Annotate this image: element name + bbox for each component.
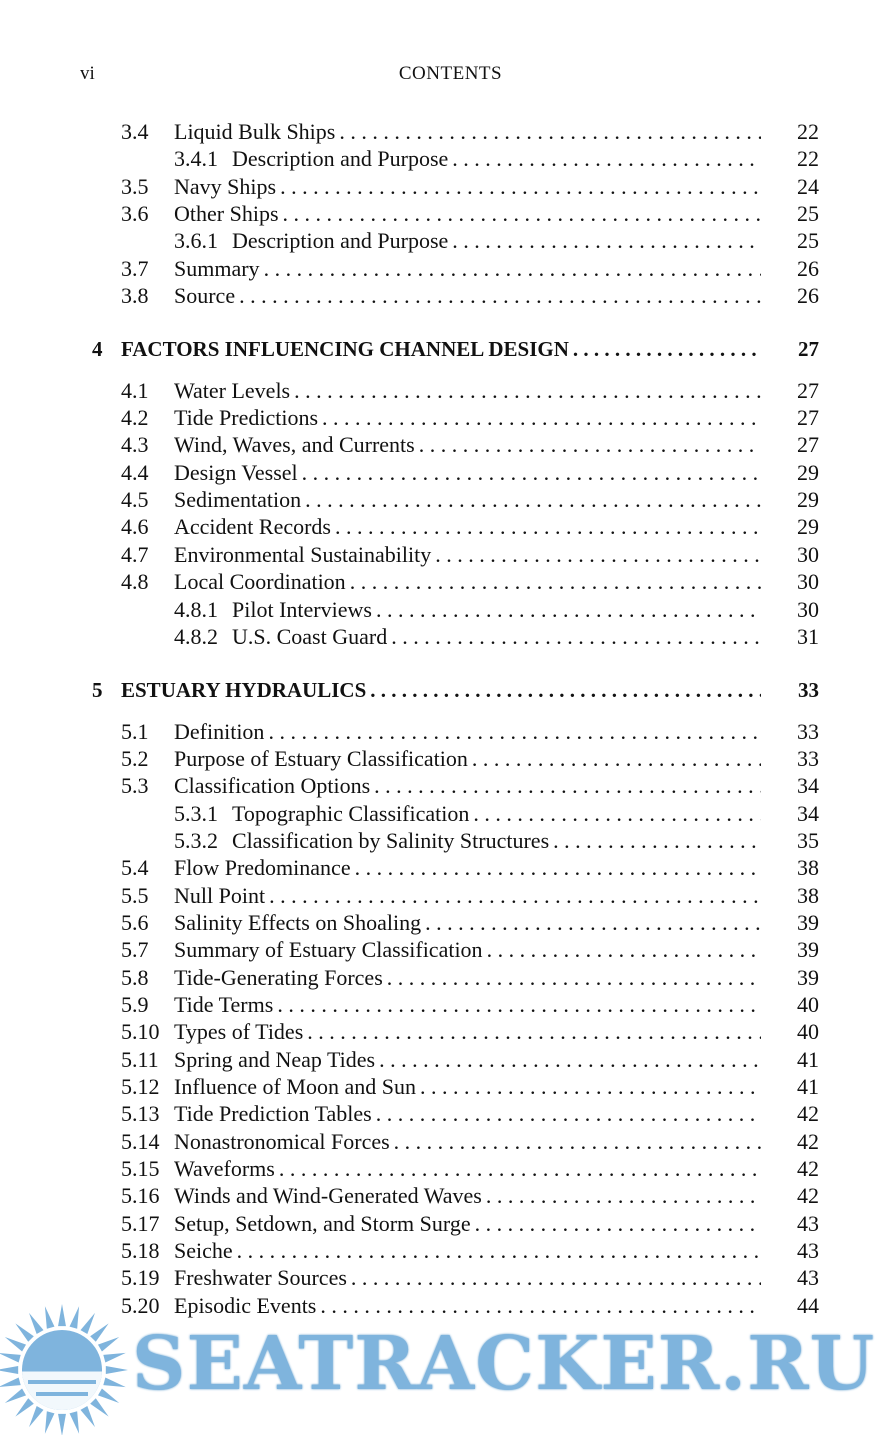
dot-leader bbox=[573, 336, 761, 363]
entry-number: 5.20 bbox=[121, 1292, 160, 1318]
entry-number: 4.2 bbox=[121, 405, 149, 431]
watermark-text: SEATRACKER.RU bbox=[132, 1321, 876, 1407]
sun-ray bbox=[45, 1411, 55, 1433]
entry-leader bbox=[174, 964, 761, 991]
sun-ray bbox=[5, 1337, 26, 1352]
entry-title: ESTUARY HYDRAULICS bbox=[121, 678, 367, 703]
entry-leader bbox=[174, 936, 761, 963]
entry-page: 40 bbox=[797, 991, 819, 1017]
entry-title: Classification Options bbox=[174, 773, 371, 799]
toc-entry bbox=[0, 745, 891, 772]
toc-entry bbox=[0, 854, 891, 881]
entry-title: Salinity Effects on Shoaling bbox=[174, 909, 422, 935]
entry-title: Water Levels bbox=[174, 377, 291, 403]
dot-leader bbox=[350, 568, 761, 595]
entry-title: Design Vessel bbox=[174, 459, 298, 485]
entry-number: 3.4.1 bbox=[174, 146, 218, 172]
toc-entry bbox=[0, 1128, 891, 1155]
entry-page: 38 bbox=[797, 855, 819, 881]
entry-number: 4.4 bbox=[121, 459, 149, 485]
entry-leader bbox=[174, 854, 761, 881]
dot-leader bbox=[452, 145, 761, 172]
entry-number: 4.8.1 bbox=[174, 596, 218, 622]
toc-entry bbox=[0, 596, 891, 623]
entry-number: 4.8.2 bbox=[174, 623, 218, 649]
dot-leader bbox=[294, 377, 761, 404]
toc-entry bbox=[0, 486, 891, 513]
toc-entry bbox=[0, 1073, 891, 1100]
sun-icon bbox=[0, 1300, 140, 1435]
entry-leader bbox=[174, 377, 761, 404]
entry-page: 34 bbox=[797, 773, 819, 799]
entry-number: 5.16 bbox=[121, 1183, 160, 1209]
entry-title: Summary of Estuary Classification bbox=[174, 937, 483, 963]
entry-number: 3.4 bbox=[121, 119, 149, 144]
sun-ray bbox=[103, 1378, 125, 1388]
entry-leader bbox=[174, 1128, 761, 1155]
dot-leader bbox=[322, 404, 761, 431]
entry-page: 34 bbox=[797, 800, 819, 826]
entry-number: 4.6 bbox=[121, 514, 149, 540]
entry-leader bbox=[174, 255, 761, 282]
dot-leader bbox=[307, 1018, 761, 1045]
entry-leader bbox=[174, 1046, 761, 1073]
toc-entry bbox=[0, 827, 891, 854]
dot-leader bbox=[335, 513, 761, 540]
dot-leader bbox=[391, 623, 761, 650]
entry-number: 5.18 bbox=[121, 1238, 160, 1264]
entry-number: 5.3.1 bbox=[174, 800, 218, 826]
entry-number: 5.14 bbox=[121, 1128, 160, 1154]
dot-leader bbox=[370, 677, 761, 704]
entry-page: 27 bbox=[797, 377, 819, 403]
entry-title: Accident Records bbox=[174, 514, 331, 540]
toc-entry bbox=[0, 964, 891, 991]
toc-entry bbox=[0, 936, 891, 963]
entry-leader bbox=[121, 677, 761, 704]
entry-title: Description and Purpose bbox=[232, 228, 449, 254]
entry-number: 3.8 bbox=[121, 283, 149, 309]
entry-number: 4.8 bbox=[121, 569, 149, 595]
entry-leader bbox=[174, 118, 761, 145]
entry-page: 42 bbox=[797, 1183, 819, 1209]
entry-title: FACTORS INFLUENCING CHANNEL DESIGN bbox=[121, 337, 569, 362]
dot-leader bbox=[268, 718, 761, 745]
entry-title: Source bbox=[174, 283, 236, 309]
entry-page: 22 bbox=[797, 146, 819, 172]
dot-leader bbox=[473, 800, 761, 827]
entry-number: 5.2 bbox=[121, 745, 149, 771]
entry-title: Types of Tides bbox=[174, 1019, 304, 1045]
entry-leader bbox=[232, 827, 761, 854]
entry-page: 33 bbox=[797, 718, 819, 744]
entry-title: Episodic Events bbox=[174, 1292, 317, 1318]
entry-leader bbox=[174, 1264, 761, 1291]
dot-leader bbox=[269, 882, 761, 909]
entry-page: 24 bbox=[797, 173, 819, 199]
toc-entry bbox=[0, 1155, 891, 1182]
entry-title: Purpose of Estuary Classification bbox=[174, 745, 468, 771]
entry-title: Description and Purpose bbox=[232, 146, 449, 172]
dot-leader bbox=[339, 118, 761, 145]
toc-entry bbox=[0, 145, 891, 172]
entry-title: Waveforms bbox=[174, 1156, 275, 1182]
entry-leader bbox=[232, 596, 761, 623]
entry-number: 5.13 bbox=[121, 1101, 160, 1127]
entry-leader bbox=[174, 568, 761, 595]
entry-number: 5.4 bbox=[121, 855, 149, 881]
sun-ray bbox=[15, 1398, 33, 1416]
entry-leader bbox=[232, 800, 761, 827]
entry-title: Tide-Generating Forces bbox=[174, 964, 383, 990]
entry-number: 5.19 bbox=[121, 1265, 160, 1291]
entry-title: Seiche bbox=[174, 1238, 233, 1264]
entry-number: 5.3 bbox=[121, 773, 149, 799]
entry-page: 30 bbox=[797, 569, 819, 595]
entry-leader bbox=[174, 882, 761, 909]
entry-leader bbox=[174, 1237, 761, 1264]
table-of-contents bbox=[0, 118, 891, 1319]
entry-page: 42 bbox=[797, 1156, 819, 1182]
dot-leader bbox=[376, 596, 761, 623]
entry-title: Influence of Moon and Sun bbox=[174, 1074, 416, 1099]
dot-leader bbox=[379, 1046, 761, 1073]
dot-leader bbox=[239, 282, 761, 309]
entry-number: 4.3 bbox=[121, 432, 149, 458]
entry-number: 5.15 bbox=[121, 1156, 160, 1182]
entry-title: Spring and Neap Tides bbox=[174, 1046, 376, 1072]
entry-title: Pilot Interviews bbox=[232, 596, 372, 622]
sun-ray bbox=[80, 1313, 95, 1334]
entry-page: 39 bbox=[797, 909, 819, 935]
toc-entry bbox=[0, 1100, 891, 1127]
entry-page: 35 bbox=[797, 827, 819, 853]
entry-title: Navy Ships bbox=[174, 173, 277, 199]
dot-leader bbox=[355, 854, 761, 881]
entry-page: 38 bbox=[797, 882, 819, 908]
dot-leader bbox=[374, 772, 761, 799]
entry-title: Classification by Salinity Structures bbox=[232, 827, 550, 853]
toc-entry bbox=[0, 513, 891, 540]
entry-page: 26 bbox=[797, 255, 819, 281]
toc-entry bbox=[0, 173, 891, 200]
toc-entry bbox=[0, 800, 891, 827]
toc-entry bbox=[0, 772, 891, 799]
toc-entry bbox=[0, 568, 891, 595]
dot-leader bbox=[475, 1210, 761, 1237]
dot-leader bbox=[237, 1237, 761, 1264]
sun-ray bbox=[106, 1366, 128, 1374]
entry-number: 5.9 bbox=[121, 991, 149, 1017]
entry-number: 3.6.1 bbox=[174, 228, 218, 254]
toc-entry bbox=[0, 1237, 891, 1264]
entry-number: 4 bbox=[92, 337, 103, 362]
entry-number: 5.1 bbox=[121, 718, 149, 744]
entry-number: 5.11 bbox=[121, 1046, 159, 1072]
sun-ray bbox=[0, 1353, 21, 1363]
entry-title: Null Point bbox=[174, 882, 266, 908]
toc-entry bbox=[0, 718, 891, 745]
dot-leader bbox=[277, 991, 761, 1018]
dot-leader bbox=[283, 200, 762, 227]
entry-title: Flow Predominance bbox=[174, 855, 351, 881]
watermark bbox=[0, 1300, 891, 1435]
running-head bbox=[80, 63, 821, 91]
entry-page: 39 bbox=[797, 937, 819, 963]
entry-leader bbox=[174, 1073, 761, 1100]
entry-page: 43 bbox=[797, 1210, 819, 1236]
entry-title: Definition bbox=[174, 718, 265, 744]
entry-page: 27 bbox=[797, 405, 819, 431]
toc-entry bbox=[0, 1182, 891, 1209]
entry-number: 4.5 bbox=[121, 487, 149, 513]
entry-leader bbox=[174, 991, 761, 1018]
dot-leader bbox=[279, 1155, 761, 1182]
dot-leader bbox=[264, 255, 761, 282]
entry-leader bbox=[174, 1155, 761, 1182]
entry-number: 5.8 bbox=[121, 964, 149, 990]
entry-page: 22 bbox=[797, 119, 819, 144]
sun-ray bbox=[70, 1306, 80, 1328]
sun-ray bbox=[80, 1406, 95, 1427]
entry-leader bbox=[174, 173, 761, 200]
entry-title: Local Coordination bbox=[174, 569, 346, 595]
dot-leader bbox=[553, 827, 761, 854]
entry-number: 5.5 bbox=[121, 882, 149, 908]
entry-page: 26 bbox=[797, 283, 819, 309]
entry-page: 41 bbox=[797, 1074, 819, 1099]
entry-number: 4.1 bbox=[121, 377, 149, 403]
entry-page: 43 bbox=[797, 1265, 819, 1291]
dot-leader bbox=[487, 936, 761, 963]
entry-leader bbox=[232, 227, 761, 254]
toc-entry bbox=[0, 459, 891, 486]
entry-leader bbox=[174, 513, 761, 540]
dot-leader bbox=[420, 1073, 761, 1100]
entry-title: U.S. Coast Guard bbox=[232, 623, 388, 649]
entry-page: 27 bbox=[797, 432, 819, 458]
entry-leader bbox=[174, 541, 761, 568]
toc-entry bbox=[0, 404, 891, 431]
sun-ray bbox=[29, 1313, 44, 1334]
toc-entry bbox=[0, 118, 891, 145]
entry-number: 5.17 bbox=[121, 1210, 160, 1236]
sun-ray bbox=[15, 1323, 33, 1341]
sun-ray bbox=[98, 1388, 119, 1403]
entry-leader bbox=[232, 623, 761, 650]
sun-ray bbox=[58, 1414, 66, 1435]
dot-leader bbox=[425, 909, 761, 936]
entry-page: 33 bbox=[798, 678, 819, 703]
entry-title: Summary bbox=[174, 255, 260, 281]
entry-page: 25 bbox=[797, 228, 819, 254]
toc-entry bbox=[0, 541, 891, 568]
sun-ray bbox=[29, 1406, 44, 1427]
entry-page: 29 bbox=[797, 487, 819, 513]
entry-title: Setup, Setdown, and Storm Surge bbox=[174, 1210, 471, 1236]
entry-page: 25 bbox=[797, 201, 819, 227]
entry-leader bbox=[174, 486, 761, 513]
entry-number: 5.6 bbox=[121, 909, 149, 935]
entry-title: Freshwater Sources bbox=[174, 1265, 347, 1291]
sun-ray bbox=[0, 1378, 21, 1388]
entry-number: 5.7 bbox=[121, 937, 149, 963]
entry-page: 29 bbox=[797, 459, 819, 485]
toc-entry bbox=[0, 431, 891, 458]
toc-entry bbox=[0, 882, 891, 909]
dot-leader bbox=[452, 227, 761, 254]
entry-leader bbox=[174, 718, 761, 745]
entry-title: Sedimentation bbox=[174, 487, 302, 513]
entry-page: 27 bbox=[798, 337, 819, 362]
entry-leader bbox=[174, 1210, 761, 1237]
entry-title: Wind, Waves, and Currents bbox=[174, 432, 415, 458]
entry-leader bbox=[174, 909, 761, 936]
entry-page: 43 bbox=[797, 1238, 819, 1264]
dot-leader bbox=[305, 486, 761, 513]
entry-title: Other Ships bbox=[174, 201, 279, 227]
entry-leader bbox=[174, 745, 761, 772]
entry-title: Liquid Bulk Ships bbox=[174, 119, 336, 144]
entry-number: 5.3.2 bbox=[174, 827, 218, 853]
sun-ray bbox=[58, 1304, 66, 1326]
sun-ray bbox=[98, 1337, 119, 1352]
dot-leader bbox=[376, 1100, 761, 1127]
entry-leader bbox=[174, 282, 761, 309]
toc-entry bbox=[0, 623, 891, 650]
sun-ray bbox=[5, 1388, 26, 1403]
entry-number: 3.5 bbox=[121, 173, 149, 199]
dot-leader bbox=[472, 745, 761, 772]
toc-chapter bbox=[0, 336, 891, 363]
entry-leader bbox=[174, 772, 761, 799]
entry-page: 40 bbox=[797, 1019, 819, 1045]
dot-leader bbox=[280, 173, 761, 200]
entry-leader bbox=[174, 200, 761, 227]
sun-ray bbox=[0, 1366, 18, 1374]
dot-leader bbox=[394, 1128, 761, 1155]
entry-leader bbox=[121, 336, 761, 363]
toc-entry bbox=[0, 1018, 891, 1045]
entry-number: 5 bbox=[92, 678, 103, 703]
dot-leader bbox=[486, 1182, 761, 1209]
sun-ray bbox=[70, 1411, 80, 1433]
dot-leader bbox=[302, 459, 761, 486]
entry-leader bbox=[174, 459, 761, 486]
page-folio: vi bbox=[80, 63, 95, 84]
entry-page: 30 bbox=[797, 596, 819, 622]
entry-title: Tide Terms bbox=[174, 991, 274, 1017]
entry-leader bbox=[174, 1018, 761, 1045]
entry-page: 44 bbox=[797, 1292, 819, 1318]
entry-number: 4.7 bbox=[121, 541, 149, 567]
sun-ray bbox=[45, 1306, 55, 1328]
entry-page: 41 bbox=[797, 1046, 819, 1072]
entry-title: Environmental Sustainability bbox=[174, 541, 432, 567]
entry-number: 3.6 bbox=[121, 201, 149, 227]
dot-leader bbox=[419, 431, 761, 458]
sun-ray bbox=[90, 1398, 108, 1416]
entry-title: Winds and Wind-Generated Waves bbox=[174, 1183, 482, 1209]
entry-leader bbox=[232, 145, 761, 172]
entry-title: Tide Predictions bbox=[174, 405, 319, 431]
entry-leader bbox=[174, 1100, 761, 1127]
entry-page: 29 bbox=[797, 514, 819, 540]
toc-entry bbox=[0, 227, 891, 254]
entry-title: Nonastronomical Forces bbox=[174, 1128, 390, 1154]
entry-number: 5.10 bbox=[121, 1019, 160, 1045]
toc-entry bbox=[0, 1046, 891, 1073]
entry-page: 39 bbox=[797, 964, 819, 990]
entry-leader bbox=[174, 431, 761, 458]
toc-entry bbox=[0, 909, 891, 936]
sun-ray bbox=[90, 1323, 108, 1341]
entry-number: 5.12 bbox=[121, 1074, 160, 1099]
entry-page: 30 bbox=[797, 541, 819, 567]
sun-ray bbox=[103, 1353, 125, 1363]
toc-entry bbox=[0, 255, 891, 282]
entry-title: Tide Prediction Tables bbox=[174, 1101, 372, 1127]
toc-entry bbox=[0, 282, 891, 309]
entry-leader bbox=[174, 1182, 761, 1209]
entry-page: 31 bbox=[797, 623, 819, 649]
toc-entry bbox=[0, 991, 891, 1018]
dot-leader bbox=[435, 541, 761, 568]
toc-entry bbox=[0, 377, 891, 404]
entry-page: 42 bbox=[797, 1101, 819, 1127]
entry-page: 33 bbox=[797, 745, 819, 771]
dot-leader bbox=[351, 1264, 761, 1291]
entry-leader bbox=[174, 404, 761, 431]
entry-number: 3.7 bbox=[121, 255, 149, 281]
entry-title: Topographic Classification bbox=[232, 800, 470, 826]
running-title: CONTENTS bbox=[398, 63, 503, 84]
toc-entry bbox=[0, 200, 891, 227]
entry-page: 42 bbox=[797, 1128, 819, 1154]
toc-entry bbox=[0, 1264, 891, 1291]
toc-entry bbox=[0, 1210, 891, 1237]
dot-leader bbox=[387, 964, 761, 991]
toc-chapter bbox=[0, 677, 891, 704]
